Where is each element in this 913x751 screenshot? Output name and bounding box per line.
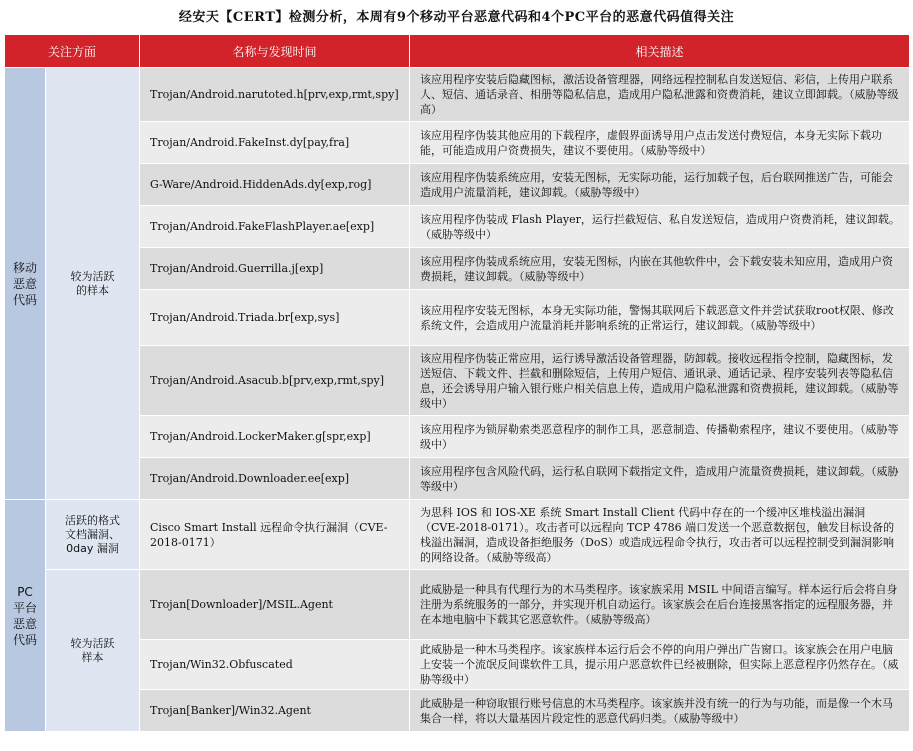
malware-description: 该应用程序伪装其他应用的下载程序，虚假界面诱导用户点击发送付费短信，本身无实际下载功能，可能造成用户资费损失，建议不要使用。（威胁等级中） xyxy=(410,122,910,164)
table-row xyxy=(5,248,910,290)
malware-description: 为思科 IOS 和 IOS-XE 系统 Smart Install Client 代码中存在的一个缓冲区堆栈溢出漏洞（CVE-2018-0171）。攻击者可以远程向 TCP 4786 端口发送一个恶意数据包，触发目标设备的栈溢出漏洞，造成设备拒绝服务（DoS）或造成远程命令执行，攻击者可以远程控制受到漏洞影响的网络设备。（威胁等级高） xyxy=(410,500,910,570)
header-name-time: 名称与发现时间 xyxy=(140,35,410,68)
table-row xyxy=(5,570,910,640)
table-row xyxy=(5,290,910,346)
malware-description: 该应用程序伪装成 Flash Player，运行拦截短信、私自发送短信，造成用户资费消耗，建议卸载。（威胁等级中） xyxy=(410,206,910,248)
malware-name: Trojan/Android.FakeFlashPlayer.ae[exp] xyxy=(140,206,410,248)
table-row xyxy=(5,690,910,732)
malware-description: 该应用程序伪装成系统应用，安装无图标，内嵌在其他软件中，会下载安装未知应用，造成用户资费损耗，建议卸载。（威胁等级中） xyxy=(410,248,910,290)
malware-description: 此威胁是一种具有代理行为的木马类程序。该家族采用 MSIL 中间语言编写。样本运行后会将自身注册为系统服务的一部分，并实现开机自动运行。该家族会在后台连接黑客指定的远程服务器，并在本地电脑中下载其它恶意软件。（威胁等级高） xyxy=(410,570,910,640)
subcategory-pc-active: 较为活跃 样本 xyxy=(46,570,140,732)
malware-name: Trojan/Android.Triada.br[exp,sys] xyxy=(140,290,410,346)
table-row xyxy=(5,346,910,416)
malware-name: Trojan/Android.Downloader.ee[exp] xyxy=(140,458,410,500)
table-row xyxy=(5,122,910,164)
malware-description: 该应用程序伪装正常应用，运行诱导激活设备管理器，防卸载。接收远程指令控制，隐藏图标，发送短信、下载文件、拦截和删除短信，上传用户短信、通讯录、通话记录、程序安装列表等隐私信息，还会诱导用户输入银行账户相关信息上传，造成用户隐私泄露和资费损耗，建议卸载。（威胁等级中） xyxy=(410,346,910,416)
malware-name: Trojan[Banker]/Win32.Agent xyxy=(140,690,410,732)
malware-description: 该应用程序安装无图标，本身无实际功能，警惕其联网后下载恶意文件并尝试获取root权限、修改系统文件，会造成用户流量消耗并影响系统的正常运行，建议卸载。（威胁等级中） xyxy=(410,290,910,346)
malware-description: 此威胁是一种木马类程序。该家族样本运行后会不停的向用户弹出广告窗口。该家族会在用户电脑上安装一个流氓反间谍软件工具，提示用户恶意软件已经被删除，但实际上恶意程序仍然存在。（威胁等级中） xyxy=(410,640,910,690)
subcategory-pc-vuln: 活跃的格式 文档漏洞、 0day 漏洞 xyxy=(46,500,140,570)
malware-description: 该应用程序为锁屏勒索类恶意程序的制作工具，恶意制造、传播勒索程序，建议不要使用。（威胁等级中） xyxy=(410,416,910,458)
table-row xyxy=(5,68,910,122)
header-focus-area: 关注方面 xyxy=(5,35,140,68)
page-title: 经安天【CERT】检测分析，本周有9个移动平台恶意代码和4个PC平台的恶意代码值得关注 xyxy=(178,10,735,25)
header-description: 相关描述 xyxy=(410,35,910,68)
malware-description: 该应用程序包含风险代码，运行私自联网下载指定文件，造成用户流量资费损耗，建议卸载。（威胁等级中） xyxy=(410,458,910,500)
malware-name: Trojan/Android.FakeInst.dy[pay,fra] xyxy=(140,122,410,164)
malware-name: Trojan/Android.LockerMaker.g[spr,exp] xyxy=(140,416,410,458)
table-header-row xyxy=(5,35,910,68)
malware-name: Trojan/Win32.Obfuscated xyxy=(140,640,410,690)
malware-name: Cisco Smart Install 远程命令执行漏洞（CVE-2018-0171） xyxy=(140,500,410,570)
malware-name: Trojan/Android.Asacub.b[prv,exp,rmt,spy] xyxy=(140,346,410,416)
table-row xyxy=(5,416,910,458)
table-row xyxy=(5,206,910,248)
table-row xyxy=(5,458,910,500)
malware-description: 该应用程序伪装系统应用，安装无图标，无实际功能，运行加载子包，后台联网推送广告，可能会造成用户流量消耗，建议卸载。（威胁等级中） xyxy=(410,164,910,206)
malware-description: 该应用程序安装后隐藏图标，激活设备管理器，网络远程控制私自发送短信、彩信，上传用户联系人、短信、通话录音、相册等隐私信息，造成用户隐私泄露和资费消耗，建议立即卸载。（威胁等级高） xyxy=(410,68,910,122)
table-row xyxy=(5,164,910,206)
category-mobile: 移动 恶意 代码 xyxy=(5,68,46,500)
table-row xyxy=(5,500,910,570)
malware-name: Trojan[Downloader]/MSIL.Agent xyxy=(140,570,410,640)
malware-name: Trojan/Android.narutoted.h[prv,exp,rmt,spy] xyxy=(140,68,410,122)
subcategory-mobile-active: 较为活跃 的样本 xyxy=(46,68,140,500)
category-pc: PC 平台 恶意 代码 xyxy=(5,500,46,732)
table-row xyxy=(5,640,910,690)
malware-table xyxy=(4,34,910,732)
malware-name: Trojan/Android.Guerrilla.j[exp] xyxy=(140,248,410,290)
malware-name: G-Ware/Android.HiddenAds.dy[exp,rog] xyxy=(140,164,410,206)
malware-description: 此威胁是一种窃取银行账号信息的木马类程序。该家族并没有统一的行为与功能，而是像一个木马集合一样，将以大量基因片段定性的恶意代码归类。（威胁等级中） xyxy=(410,690,910,732)
